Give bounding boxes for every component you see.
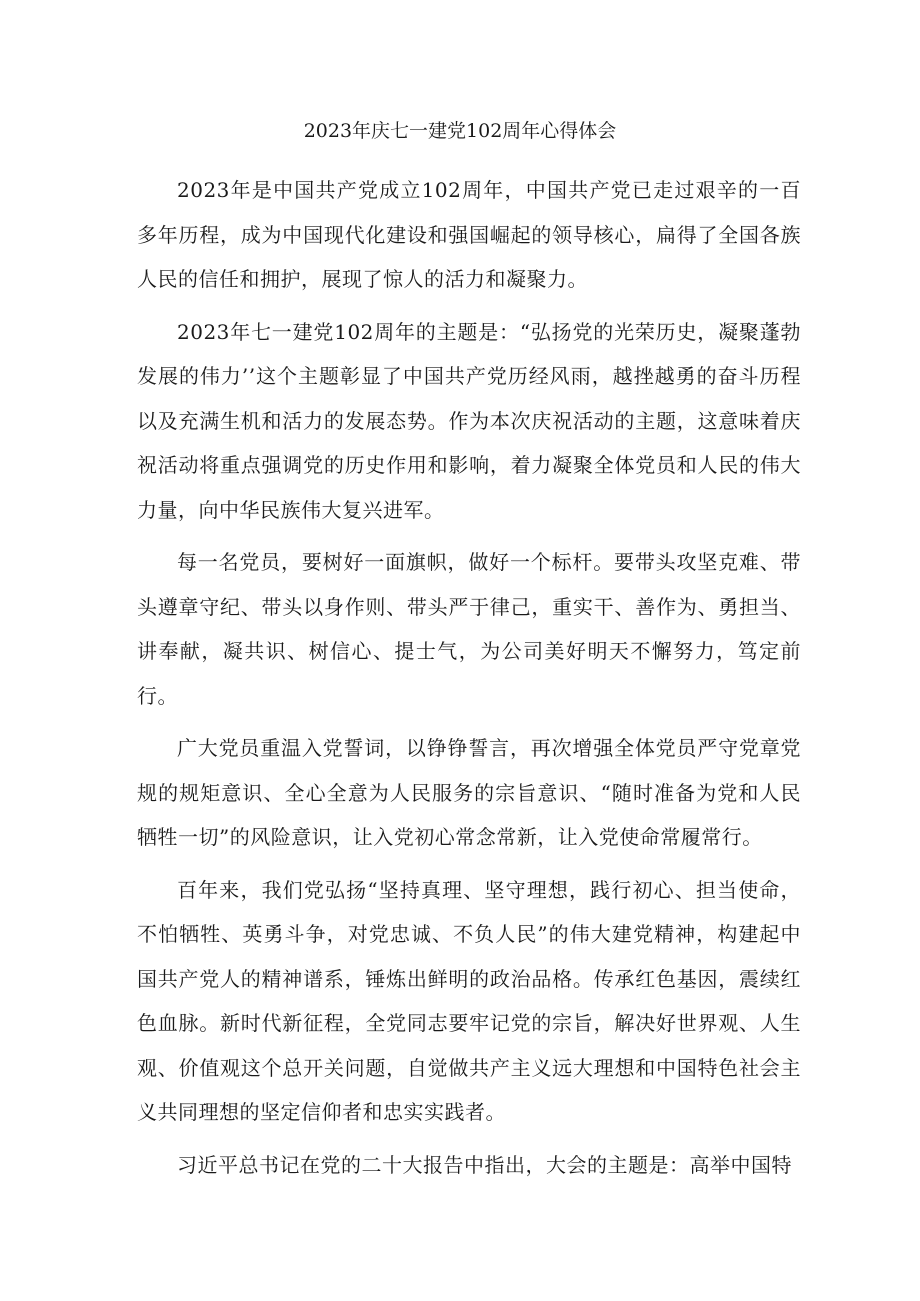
paragraph-3: 每一名党员，要树好一面旗帜，做好一个标杆。要带头攻坚克难、带头遵章守纪、带头以身作则、带头严于律己，重实干、善作为、勇担当、讲奉献，凝共识、树信心、提士气，为公司美好明天不懈努力，笃定前行。 xyxy=(137,550,801,708)
document-body xyxy=(137,168,801,1195)
paragraph-2: 2023年七一建党102周年的主题是：“弘扬党的光荣历史，凝聚蓬勃发展的伟力’’这个主题彰显了中国共产党历经风雨，越挫越勇的奋斗历程以及充满生机和活力的发展态势。作为本次庆祝活动的主题，这意味着庆祝活动将重点强调党的历史作用和影响，着力凝聚全体党员和人民的伟大力量，向中华民族伟大复兴进军。 xyxy=(137,319,801,522)
paragraph-4: 广大党员重温入党誓词，以铮铮誓言，再次增强全体党员严守党章党规的规矩意识、全心全意为人民服务的宗旨意识、“随时准备为党和人民牺牲一切”的风险意识，让入党初心常念常新，让入党使命常履常行。 xyxy=(137,736,801,849)
paragraph-6: 习近平总书记在党的二十大报告中指出，大会的主题是：高举中国特 xyxy=(177,1152,792,1177)
document-title: 2023年庆七一建党102周年心得体会 xyxy=(303,120,617,142)
paragraph-1: 2023年是中国共产党成立102周年，中国共产党已走过艰辛的一百多年历程，成为中国现代化建设和强国崛起的领导核心，扁得了全国各族人民的信任和拥护，展现了惊人的活力和凝聚力。 xyxy=(137,178,801,291)
paragraph-5: 百年来，我们党弘扬“坚持真理、坚守理想，践行初心、担当使命，不怕牺牲、英勇斗争，对党忠诚、不负人民”的伟大建党精神，构建起中国共产党人的精神谱系，锤炼出鲜明的政治品格。传承红色基因，震续红色血脉。新时代新征程，全党同志要牢记党的宗旨，解决好世界观、人生观、价值观这个总开关问题，自觉做共产主义远大理想和中国特色社会主义共同理想的坚定信仰者和忠实实践者。 xyxy=(137,877,801,1124)
